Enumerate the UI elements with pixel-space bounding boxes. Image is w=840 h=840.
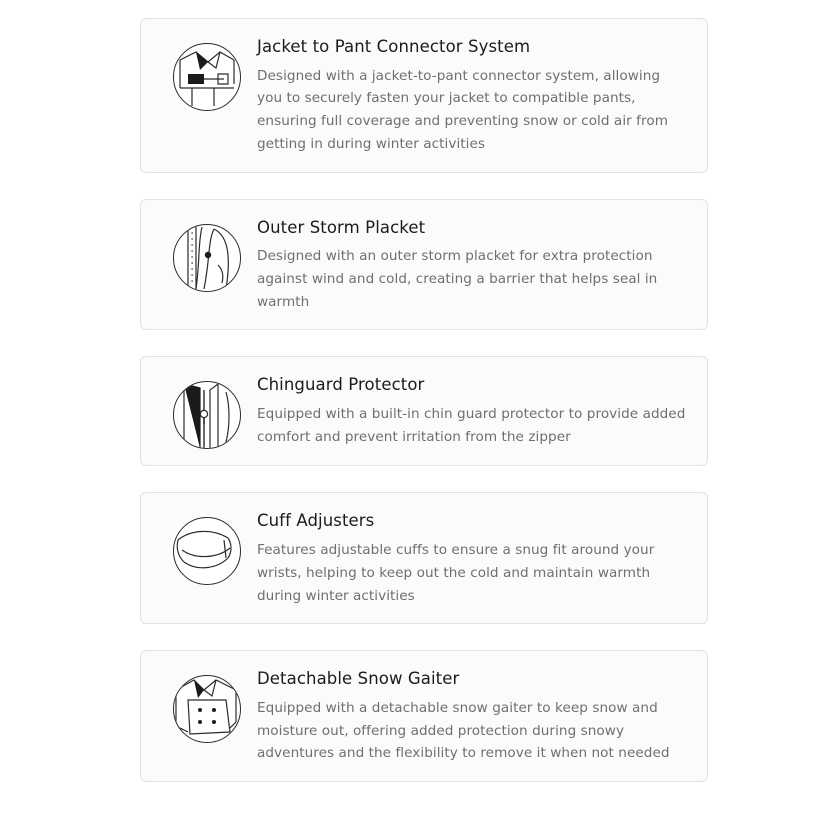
feature-title: Outer Storm Placket	[257, 217, 426, 237]
jacket-to-pant-connector-icon	[173, 43, 241, 111]
outer-storm-placket-icon	[173, 224, 241, 292]
feature-card	[140, 492, 708, 624]
feature-card	[140, 650, 708, 782]
feature-description: Equipped with a built-in chin guard protector to provide added comfort and prevent irritation from the zipper	[257, 406, 686, 445]
feature-text	[257, 509, 689, 607]
feature-card	[140, 18, 708, 173]
feature-title: Jacket to Pant Connector System	[257, 37, 531, 56]
feature-icon-container	[157, 667, 257, 743]
feature-icon-container	[157, 35, 257, 111]
chinguard-protector-icon	[173, 381, 241, 449]
feature-card	[140, 199, 708, 331]
feature-title: Detachable Snow Gaiter	[257, 669, 460, 689]
feature-description: Designed with an outer storm placket for extra protection against wind and cold, creating a barrier that helps seal in warmth	[257, 248, 658, 310]
feature-card	[140, 356, 708, 466]
feature-description: Features adjustable cuffs to ensure a snug fit around your wrists, helping to keep out the cold and maintain warmth during winter activities	[257, 542, 655, 604]
feature-text	[257, 373, 689, 448]
feature-text	[257, 216, 689, 314]
detachable-snow-gaiter-icon	[173, 675, 241, 743]
feature-text	[257, 667, 689, 765]
cuff-adjusters-icon	[173, 517, 241, 585]
feature-title: Chinguard Protector	[257, 375, 425, 395]
feature-title: Cuff Adjusters	[257, 511, 375, 531]
feature-icon-container	[157, 373, 257, 449]
feature-text	[257, 35, 689, 156]
feature-icon-container	[157, 216, 257, 292]
feature-description: Designed with a jacket-to-pant connector system, allowing you to securely fasten your jacket to compatible pants, ensuring full coverage and preventing snow or cold air from getting in during winter activities	[257, 67, 668, 152]
feature-icon-container	[157, 509, 257, 585]
feature-description: Equipped with a detachable snow gaiter to keep snow and moisture out, offering added protection during snowy adventures and the flexibility to remove it when not needed	[257, 700, 670, 762]
